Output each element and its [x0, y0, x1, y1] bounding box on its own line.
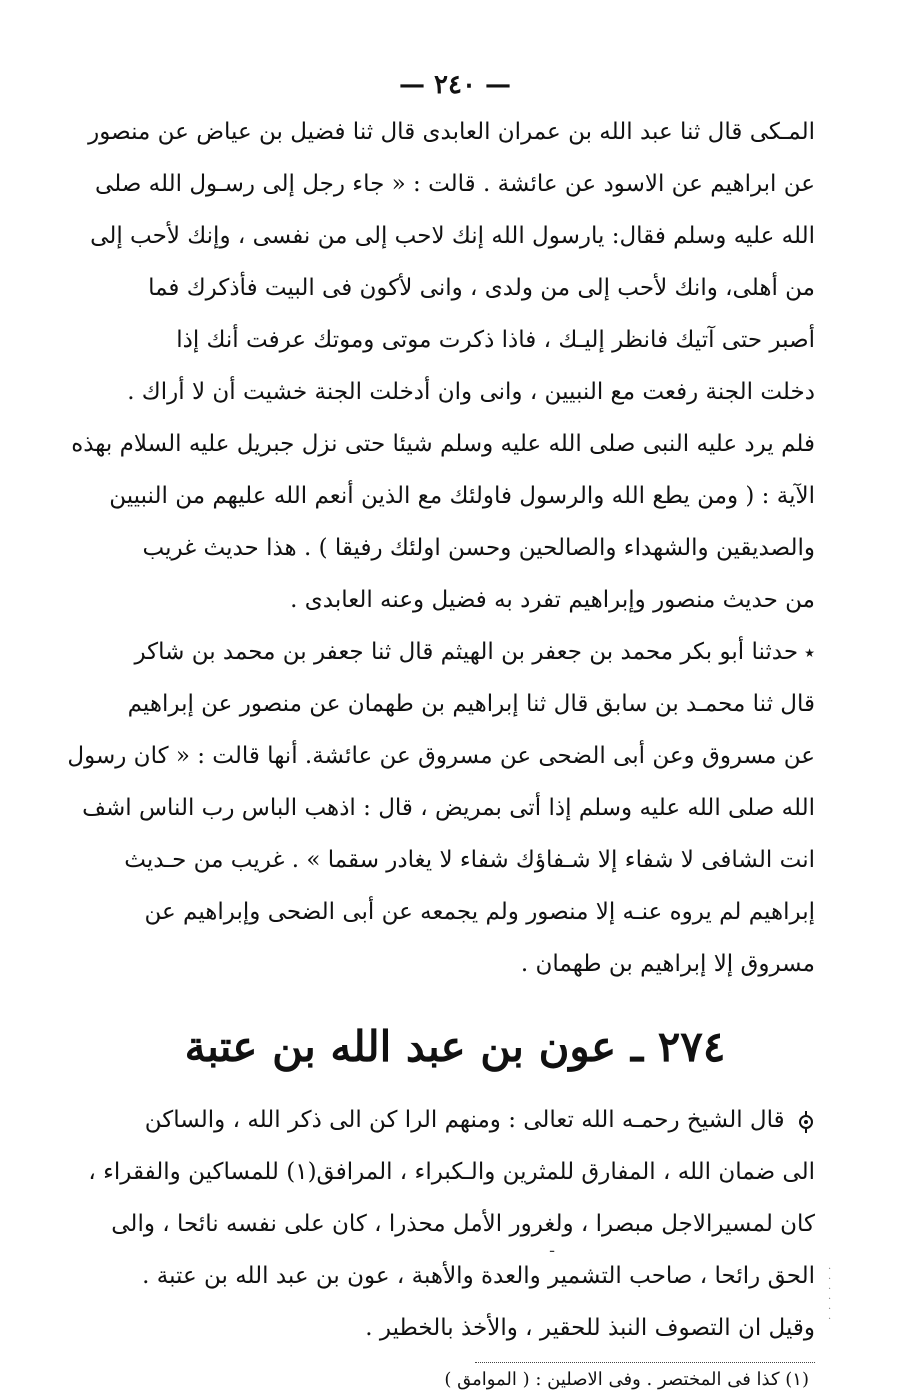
- text-line: كان لمسيرالاجل مبصرا ، ولغرور الأمل محذرا ، كان على نفسه نائحا ، والى: [111, 1211, 815, 1237]
- text-line: الحق رائحا ، صاحب التشمير والعدة والأهبة ، عون بن عبد الله بن عتبة .: [142, 1263, 815, 1289]
- text-line: عن مسروق وعن أبى الضحى عن مسروق عن عائشة. أنها قالت : « كان رسول: [67, 743, 815, 769]
- text-line: والصديقين والشهداء والصالحين وحسن اولئك رفيقا ) . هذا حديث غريب: [142, 535, 815, 561]
- text-line: من أهلى، وانك لأحب إلى من ولدى ، وانى لأكون فى البيت فأذكرك فما: [148, 275, 815, 301]
- text-line: إبراهيم لم يروه عنـه إلا منصور ولم يجمعه عن أبى الضحى وإبراهيم عن: [144, 899, 815, 925]
- text-line: وقيل ان التصوف النبذ للحقير ، والأخذ بالخطير .: [365, 1315, 815, 1341]
- text-line: انت الشافى لا شفاء إلا شـفاؤك شفاء لا يغادر سقما » . غريب من حـديث: [124, 847, 815, 873]
- text-line: من حديث منصور وإبراهيم تفرد به فضيل وعنه العابدى .: [290, 587, 815, 613]
- text-line: الآية : ( ومن يطع الله والرسول فاولئك مع الذين أنعم الله عليهم من النبيين: [109, 483, 815, 509]
- text-line: ٭حدثنا أبو بكر محمد بن جعفر بن الهيثم قال ثنا جعفر بن محمد بن شاكر: [134, 639, 815, 665]
- text-line: الله عليه وسلم فقال: يارسول الله إنك لاحب إلى من نفسى ، وإنك لأحب إلى: [90, 223, 815, 249]
- page-edge-dots: · · · · · ·: [828, 1264, 832, 1325]
- section-title: ٢٧٤ ـ عون بن عبد الله بن عتبة: [184, 1022, 726, 1071]
- text-line: مسروق إلا إبراهيم بن طهمان .: [520, 951, 815, 977]
- footnote: (١) كذا فى المختصر . وفى الاصلين : ( الموامق ): [444, 1369, 809, 1390]
- paragraph-hadith-1: [71, 106, 815, 626]
- page-number: — ٢٤٠ —: [398, 70, 512, 100]
- text-line: الله صلى الله عليه وسلم إذا أتى بمريض ، قال : اذهب الباس رب الناس اشف: [82, 795, 815, 821]
- text-line: قال الشيخ رحمـه الله تعالى : ومنهم الرا كن الى ذكر الله ، والساكن: [95, 1094, 815, 1146]
- paragraph-marker-icon: ٭: [804, 640, 815, 664]
- text-line: عن ابراهيم عن الاسود عن عائشة . قالت : « جاء رجل إلى رسـول الله صلى: [95, 171, 815, 197]
- paragraph-hadith-2: [67, 626, 815, 990]
- paragraph-biography: [88, 1094, 815, 1354]
- text-line: دخلت الجنة رفعت مع النبيين ، وانى وان أدخلت الجنة خشيت أن لا أراك .: [127, 379, 815, 405]
- ornament-icon: [791, 1108, 815, 1132]
- text-line: أصبر حتى آتيك فانظر إليـك ، فاذا ذكرت موتى وموتك عرفت أنك إذا: [176, 327, 815, 353]
- print-mark: ـ: [550, 1240, 555, 1256]
- text-line: قال ثنا محمـد بن سابق قال ثنا إبراهيم بن طهمان عن منصور عن إبراهيم: [127, 691, 815, 717]
- text-line: الى ضمان الله ، المفارق للمثرين والـكبراء ، المرافق(١) للمساكين والفقراء ،: [88, 1159, 815, 1185]
- text-line: فلم يرد عليه النبى صلى الله عليه وسلم شيئا حتى نزل جبريل عليه السلام بهذه: [71, 431, 815, 457]
- page: [67, 70, 815, 1397]
- text-line: المـكى قال ثنا عبد الله بن عمران العابدى قال ثنا فضيل بن عياض عن منصور: [88, 119, 815, 145]
